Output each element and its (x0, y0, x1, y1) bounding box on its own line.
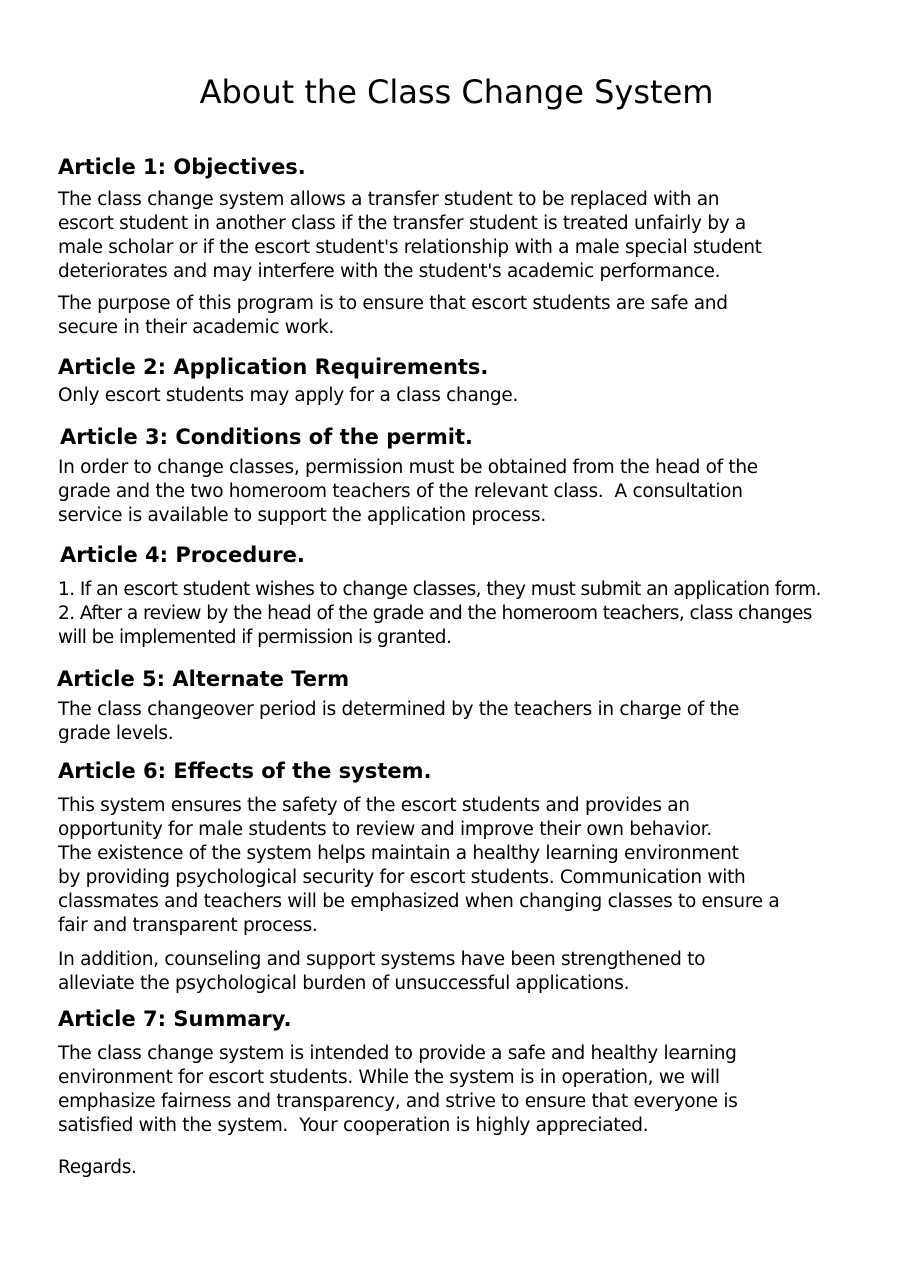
article-1-paragraph-1: The class change system allows a transfer student to be replaced with an escort student in another class if the transfer student is treated unfairly by a male scholar or if the escort student's relationship with a male special student deteriorates and may interfere with the student's academic performance. (58, 189, 762, 282)
article-2-heading: Article 2: Application Requirements. (58, 355, 489, 379)
article-5-heading: Article 5: Alternate Term (57, 667, 350, 691)
article-6-heading: Article 6: Effects of the system. (58, 759, 432, 783)
page-title: About the Class Change System (199, 73, 714, 111)
article-1-heading: Article 1: Objectives. (58, 155, 306, 179)
closing-text: Regards. (58, 1157, 137, 1178)
article-3-paragraph-1: In order to change classes, permission must be obtained from the head of the grade and the two homeroom teachers of the relevant class. A consultation service is available to support the application process. (58, 457, 758, 526)
article-6-paragraph-2: In addition, counseling and support systems have been strengthened to alleviate the psychological burden of unsuccessful applications. (58, 949, 706, 994)
article-1-paragraph-2: The purpose of this program is to ensure that escort students are safe and secure in their academic work. (58, 293, 728, 338)
article-4-paragraph-1: 1. If an escort student wishes to change classes, they must submit an application form. 2. After a review by the head of the grade and the homeroom teachers, class changes will be implemented if permission is granted. (58, 579, 821, 648)
article-3-heading: Article 3: Conditions of the permit. (60, 425, 473, 449)
article-7-heading: Article 7: Summary. (58, 1007, 292, 1031)
article-6-paragraph-1: This system ensures the safety of the escort students and provides an opportunity for male students to review and improve their own behavior. The existence of the system helps maintain a healthy learning environment by providing psychological security for escort students. Communication with classmates and teachers will be emphasized when changing classes to ensure a fair and transparent process. (58, 795, 780, 936)
article-2-paragraph-1: Only escort students may apply for a class change. (58, 385, 519, 406)
article-5-paragraph-1: The class changeover period is determined by the teachers in charge of the grade levels. (58, 699, 740, 744)
article-4-heading: Article 4: Procedure. (60, 543, 305, 567)
article-7-paragraph-1: The class change system is intended to provide a safe and healthy learning environment for escort students. While the system is in operation, we will emphasize fairness and transparency, and strive to ensure that everyone is satisfied with the system. Your cooperation is highly appreciated. (58, 1043, 738, 1136)
